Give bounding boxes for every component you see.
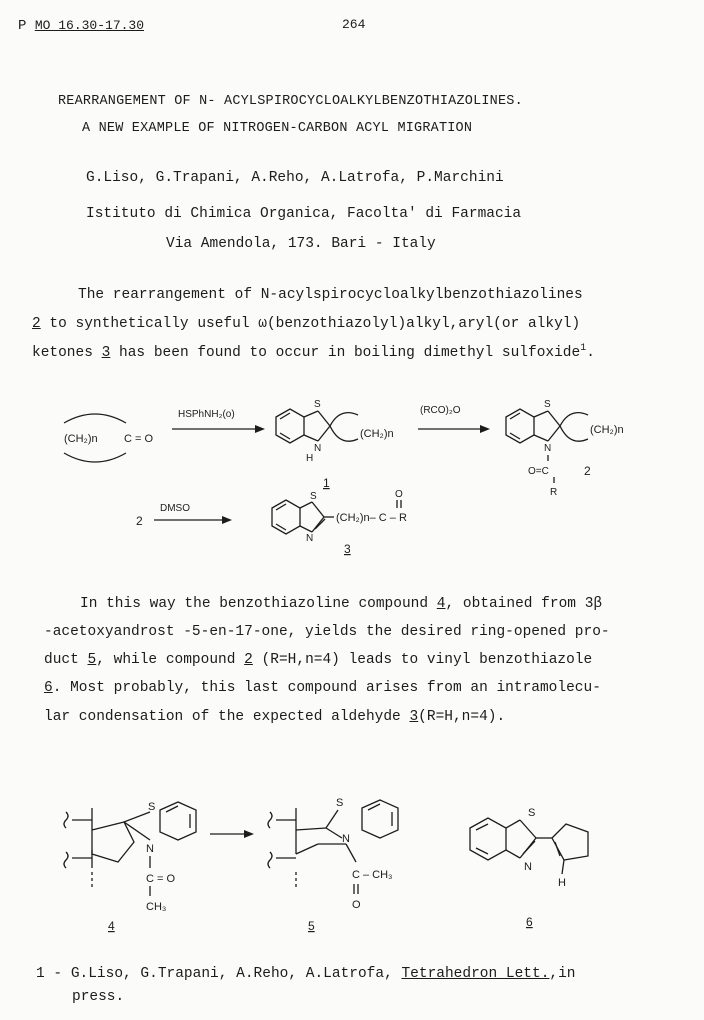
reference-journal: Tetrahedron Lett. xyxy=(401,966,550,982)
bond xyxy=(326,810,338,828)
arrowhead-1 xyxy=(255,425,265,433)
hydrogen-6: H xyxy=(558,877,566,889)
cyclopentane-ring-4 xyxy=(92,822,134,862)
sulfur-6: S xyxy=(528,807,536,819)
reference-line-1 xyxy=(36,966,576,982)
reagent-3: DMSO xyxy=(160,503,190,514)
compound-ref: 6 xyxy=(44,680,53,696)
bond xyxy=(506,820,520,828)
bond xyxy=(300,502,312,508)
bond xyxy=(318,426,330,441)
double-bond xyxy=(315,519,325,529)
benzene-ring-3 xyxy=(272,500,300,534)
wavy-bond xyxy=(64,812,68,828)
bond xyxy=(312,502,324,517)
double-bond xyxy=(523,841,535,854)
bond xyxy=(296,844,318,854)
compound-5-label: 5 xyxy=(308,919,315,933)
bond xyxy=(506,850,520,858)
compound-2-label: 2 xyxy=(584,464,591,478)
ring-arc-bottom xyxy=(64,453,126,462)
sulfur-label-3: S xyxy=(310,491,317,502)
reference-authors: G.Liso, G.Trapani, A.Reho, A.Latrofa, xyxy=(70,966,402,982)
para2-line-5 xyxy=(44,709,505,725)
reagent-2: (RCO)₂O xyxy=(420,405,461,416)
authors: G.Liso, G.Trapani, A.Reho, A.Latrofa, P.Marchini xyxy=(86,170,504,186)
para2-line-5-pre: lar condensation of the expected aldehyde xyxy=(44,709,410,725)
para2-line-1 xyxy=(80,596,602,612)
para2-line-5-text: (R=H,n=4). xyxy=(418,709,506,725)
title-line-1: REARRANGEMENT OF N- ACYLSPIROCYCLOALKYLBENZOTHIAZOLINES. xyxy=(58,94,523,109)
header xyxy=(18,18,144,34)
reference-rest: ,in xyxy=(549,966,576,982)
ketone-co: C = O xyxy=(124,433,154,445)
acyl-4: C = O xyxy=(146,873,176,885)
r-label: R xyxy=(550,487,558,498)
nitrogen-5: N xyxy=(342,833,350,845)
sulfur-4: S xyxy=(148,801,156,813)
nitrogen-label: N xyxy=(314,443,322,454)
nitrogen-label-3: N xyxy=(306,533,314,544)
compound-ref: 2 xyxy=(32,316,41,332)
nitrogen-6: N xyxy=(524,861,532,873)
acetyl-5: C – CH₃ xyxy=(352,869,393,881)
para2-line-4 xyxy=(44,680,601,696)
reference-number: 1 - xyxy=(36,966,63,982)
para2-line-2: -acetoxyandrost -5-en-17-one, yields the desired ring-opened pro- xyxy=(44,624,610,640)
arrowhead-3 xyxy=(222,516,232,524)
para1-line-1: The rearrangement of N-acylspirocycloalkylbenzothiazolines xyxy=(78,287,583,303)
affiliation-line-1: Istituto di Chimica Organica, Facolta' di Farmacia xyxy=(86,206,522,222)
hydrogen-label: H xyxy=(306,453,314,464)
double-bond xyxy=(476,824,488,830)
oxygen-5: O xyxy=(352,899,361,911)
cyclopentene-ring-6 xyxy=(552,824,588,860)
ketone-ch2n: (CH₂)n xyxy=(64,433,98,445)
ring-arc xyxy=(560,413,588,426)
wavy-bond xyxy=(268,852,272,868)
bond xyxy=(300,526,312,532)
chain-label: (CH₂)n– C – R xyxy=(336,512,407,524)
bond xyxy=(124,812,150,822)
para1-line-3 xyxy=(32,343,595,361)
bond xyxy=(534,435,548,441)
double-bond xyxy=(555,842,560,856)
compound-ref: 3 xyxy=(101,344,111,361)
compound-4-label: 4 xyxy=(108,919,115,933)
ring-arc xyxy=(330,426,358,441)
bond xyxy=(318,411,330,426)
reference-line-2: press. xyxy=(72,989,125,1005)
ring-arc-top xyxy=(64,414,126,423)
sulfur-5: S xyxy=(336,797,344,809)
ch2n-label-2: (CH₂)n xyxy=(590,424,624,436)
compound-ref: 3 xyxy=(409,709,419,725)
title-line-2: A NEW EXAMPLE OF NITROGEN-CARBON ACYL MIGRATION xyxy=(82,121,473,136)
compound-ref: 2 xyxy=(244,652,253,668)
bond xyxy=(520,820,536,838)
scheme-2 xyxy=(0,790,704,940)
para1-line-2-text: to synthetically useful ω(benzothiazolyl)alkyl,aryl(or alkyl) xyxy=(40,316,581,332)
session-code: MO 16.30-17.30 xyxy=(34,18,145,33)
para2-line-3-mid: , while compound xyxy=(96,652,245,668)
nitrogen-4: N xyxy=(146,843,154,855)
para2-line-3-pre: duct xyxy=(44,652,88,668)
bond xyxy=(312,517,324,532)
bond xyxy=(534,411,548,417)
bond xyxy=(304,411,318,417)
bond xyxy=(346,844,356,862)
para1-line-3-end: . xyxy=(586,344,595,361)
affiliation-line-2: Via Amendola, 173. Bari - Italy xyxy=(166,236,436,252)
para2-line-1-pre: In this way the benzothiazoline compound xyxy=(80,596,437,612)
bond xyxy=(326,828,342,838)
bond xyxy=(296,828,326,830)
arrowhead-4-5 xyxy=(244,830,254,838)
ch2n-label: (CH₂)n xyxy=(360,428,394,440)
nitrogen-label-2: N xyxy=(544,443,552,454)
para1-line-3-pre: ketones xyxy=(32,344,102,361)
compound-3-label: 3 xyxy=(344,542,351,556)
para2-line-4-text: . Most probably, this last compound arises from an intramolecu- xyxy=(52,680,601,696)
page-number: 264 xyxy=(342,17,366,32)
ring-arc xyxy=(330,413,358,426)
sulfur-label-2: S xyxy=(544,399,551,410)
bond xyxy=(304,435,318,441)
bond xyxy=(548,411,560,426)
arrowhead-2 xyxy=(480,425,490,433)
acyl-label: O=C xyxy=(528,466,549,477)
benzene-ring-1 xyxy=(276,409,304,443)
wavy-bond xyxy=(268,812,272,828)
ch3-4: CH₃ xyxy=(146,901,167,913)
session-letter: P xyxy=(18,18,27,34)
bond xyxy=(562,860,564,874)
para2-line-3-text: (R=H,n=4) leads to vinyl benzothiazole xyxy=(252,652,593,668)
scheme-1 xyxy=(0,395,704,565)
compound-1-label: 1 xyxy=(323,476,330,490)
para1-line-2 xyxy=(32,316,580,332)
start-compound-2: 2 xyxy=(136,514,143,528)
citation-sup: 1 xyxy=(580,343,587,354)
compound-ref: 4 xyxy=(436,596,446,612)
oxygen-label: O xyxy=(395,489,403,500)
double-bond xyxy=(476,848,488,854)
sulfur-label: S xyxy=(314,399,321,410)
wavy-bond xyxy=(64,852,68,868)
para1-line-3-text: has been found to occur in boiling dimethyl sulfoxide xyxy=(110,344,581,361)
ring-arc xyxy=(560,426,588,441)
reagent-1: HSPhNH₂(o) xyxy=(178,409,235,420)
para2-line-1-text: , obtained from 3β xyxy=(445,596,603,612)
benzene-ring-2 xyxy=(506,409,534,443)
compound-ref: 5 xyxy=(87,652,97,668)
bond xyxy=(548,426,560,441)
compound-6-label: 6 xyxy=(526,915,533,929)
para2-line-3 xyxy=(44,652,592,668)
